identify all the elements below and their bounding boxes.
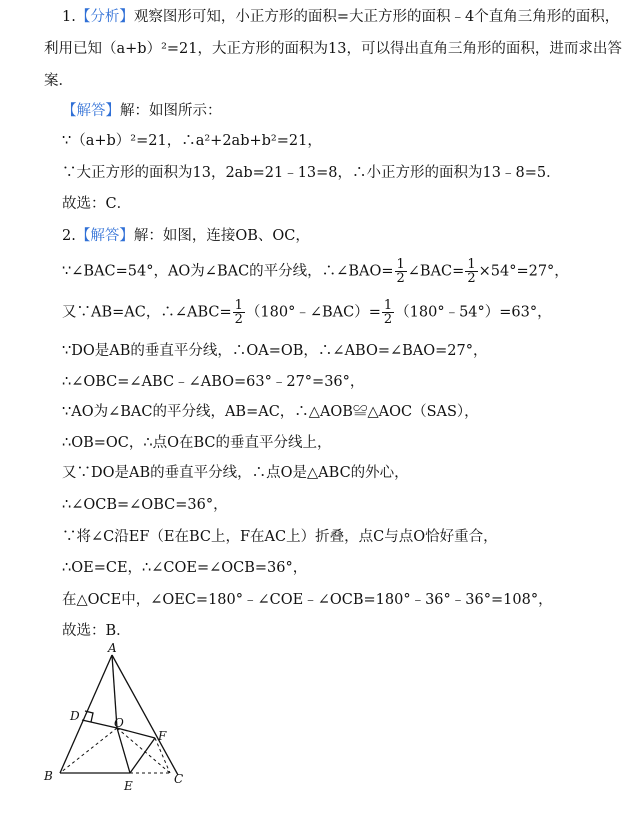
fraction-half bbox=[233, 299, 245, 326]
q2-line-10: ∴OE=CE，∴∠COE=∠OCB=36°， bbox=[62, 560, 308, 576]
segment-ef bbox=[130, 738, 155, 773]
q2-line-1-part-a: ∵∠BAC=54°，AO为∠BAC的平分线，∴∠BAO= bbox=[62, 263, 394, 280]
fraction-denominator: 2 bbox=[396, 271, 405, 286]
q2-line-2 bbox=[62, 299, 552, 326]
fraction-half bbox=[395, 258, 407, 285]
q1-analysis-text-1: 观察图形可知，小正方形的面积=大正方形的面积﹣4个直角三角形的面积， bbox=[133, 9, 620, 25]
fraction-denominator: 2 bbox=[234, 312, 243, 327]
q1-answer-tag: 【解答】 bbox=[62, 103, 120, 119]
q2-line-1-part-b: ∠BAC= bbox=[407, 263, 465, 280]
label-o: O bbox=[114, 716, 124, 730]
q1-conclusion: 故选：C． bbox=[62, 196, 132, 212]
fraction-denominator: 2 bbox=[467, 271, 476, 286]
label-b: B bbox=[44, 769, 53, 783]
q2-line-11: 在△OCE中，∠OEC=180°﹣∠COE﹣∠OCB=180°﹣36°﹣36°=108°， bbox=[62, 592, 553, 608]
q2-line-8: ∴∠OCB=∠OBC=36°， bbox=[62, 497, 228, 513]
q2-answer-tag: 【解答】 bbox=[75, 228, 134, 244]
q2-line-6: ∴OB=OC，∴点O在BC的垂直平分线上， bbox=[62, 435, 332, 451]
q2-line-4: ∴∠OBC=∠ABC﹣∠ABO=63°﹣27°=36°， bbox=[62, 374, 365, 390]
q2-line-3: ∵DO是AB的垂直平分线，∴OA=OB，∴∠ABO=∠BAO=27°， bbox=[62, 343, 488, 359]
q1-analysis-tag: 【分析】 bbox=[75, 9, 134, 25]
fraction-numerator: 1 bbox=[234, 298, 243, 313]
q1-step-2: ∵大正方形的面积为13，2ab=21﹣13=8，∴小正方形的面积为13﹣8=5． bbox=[62, 165, 561, 181]
q2-line-1-part-c: ×54°=27°， bbox=[478, 263, 569, 280]
fraction-half bbox=[382, 299, 394, 326]
q2-number: 2. bbox=[62, 228, 76, 244]
q1-analysis-text-2: 利用已知（a+b）²=21，大正方形的面积为13，可以得出直角三角形的面积，进而求出答 bbox=[44, 41, 622, 57]
geometry-figure bbox=[30, 640, 200, 795]
label-c: C bbox=[174, 772, 184, 786]
q2-conclusion: 故选：B． bbox=[62, 623, 131, 639]
q2-line-5: ∵AO为∠BAC的平分线，AB=AC，∴△AOB≌△AOC（SAS）， bbox=[62, 404, 479, 420]
q1-step-1: ∵（a+b）²=21，∴a²+2ab+b²=21， bbox=[62, 133, 322, 149]
segment-ob-dashed bbox=[60, 728, 117, 773]
segment-ab bbox=[60, 655, 112, 773]
label-a: A bbox=[108, 641, 117, 655]
q2-answer-head: 解：如图，连接OB、OC， bbox=[133, 228, 310, 244]
q2-line-7: 又∵DO是AB的垂直平分线，∴点O是△ABC的外心， bbox=[62, 465, 409, 481]
q2-answer-head-line bbox=[62, 225, 310, 247]
q1-answer-head: 解：如图所示： bbox=[120, 103, 222, 119]
segment-eo bbox=[117, 728, 130, 773]
q2-line-1 bbox=[62, 258, 569, 285]
label-e: E bbox=[124, 779, 133, 793]
fraction-numerator: 1 bbox=[396, 257, 405, 272]
label-d: D bbox=[70, 709, 80, 723]
q2-line-2-part-c: （180°﹣54°）=63°， bbox=[395, 304, 552, 321]
q2-line-2-part-b: （180°﹣∠BAC）= bbox=[245, 304, 381, 321]
q2-line-9: ∵将∠C沿EF（E在BC上，F在AC上）折叠，点C与点O恰好重合， bbox=[62, 529, 498, 545]
q1-analysis-line-1 bbox=[62, 6, 619, 28]
q2-line-2-part-a: 又∵AB=AC，∴∠ABC= bbox=[62, 304, 232, 321]
q1-answer-head-line bbox=[62, 100, 222, 122]
q1-analysis-text-3: 案． bbox=[44, 73, 73, 89]
label-f: F bbox=[158, 729, 167, 743]
fraction-numerator: 1 bbox=[383, 298, 393, 313]
fraction-half bbox=[465, 258, 477, 285]
segment-ac bbox=[112, 655, 178, 775]
q1-number: 1. bbox=[62, 9, 76, 25]
fraction-denominator: 2 bbox=[383, 312, 393, 327]
segment-do bbox=[82, 720, 117, 728]
fraction-numerator: 1 bbox=[467, 257, 476, 272]
